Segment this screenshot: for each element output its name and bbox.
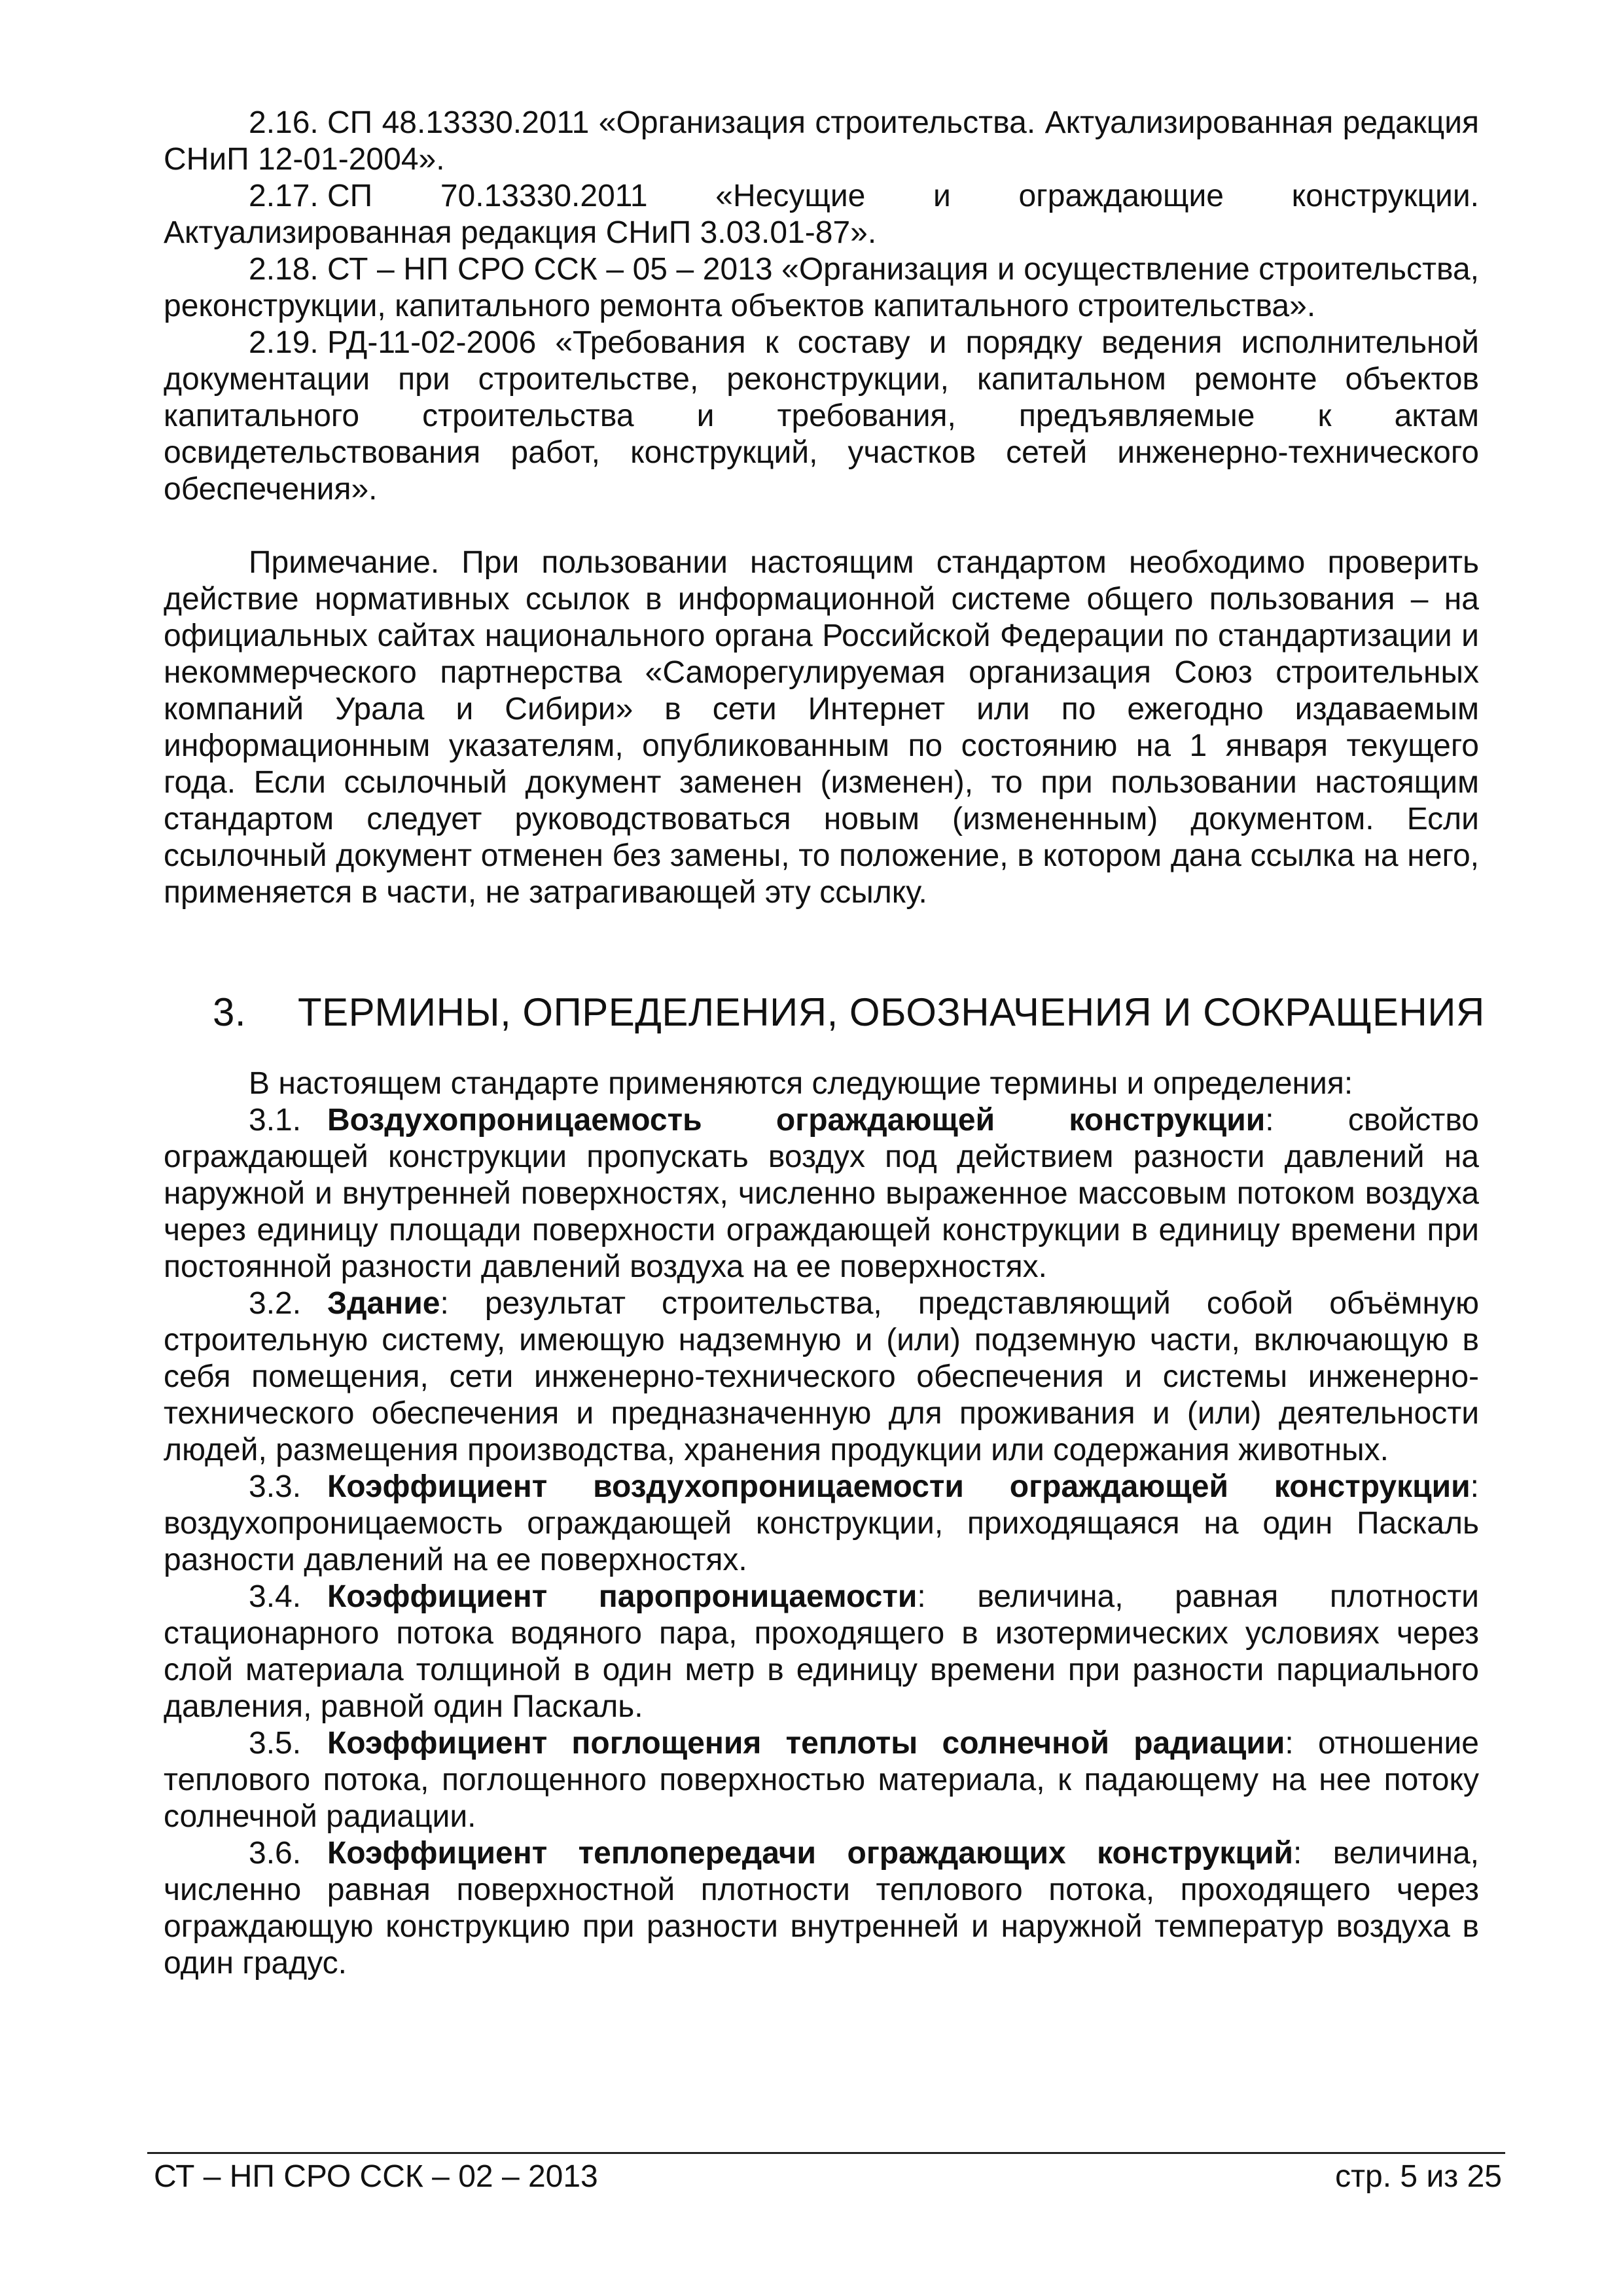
reference-2-16 xyxy=(164,105,1479,178)
page-content xyxy=(164,105,1485,1982)
reference-2-18 xyxy=(164,251,1479,325)
reference-number: 2.17. xyxy=(249,179,319,213)
term-definition: : величина, равная плотности стационарного потока водяного пара, проходящего в изотермических условиях через слой материала толщиной в один метр в единицу времени при разности парциального давления, равной один Паскаль. xyxy=(164,1579,1479,1724)
term-number: 3.2. xyxy=(249,1286,302,1321)
footer-page-number: стр. 5 из 25 xyxy=(1335,2159,1502,2194)
term-3-1 xyxy=(164,1102,1479,1285)
reference-number: 2.16. xyxy=(249,105,319,140)
reference-text: СТ – НП СРО ССК – 05 – 2013 «Организация и осуществление строительства, реконструкции, капитального ремонта объектов капитального строительства». xyxy=(164,252,1479,323)
reference-2-17 xyxy=(164,178,1479,251)
term-definition: : величина, численно равная поверхностной плотности теплового потока, проходящего через ограждающую конструкцию при разности внутренней и наружной температур воздуха в один градус. xyxy=(164,1836,1479,1981)
term-definition: : результат строительства, представляющий собой объёмную строительную систему, имеющую надземную и (или) подземную части, включающую в себя помещения, сети инженерно-технического обеспечения и системы инженерно-технического обеспечения и предназначенную для проживания и (или) деятельности людей, размещения производства, хранения продукции или содержания животных. xyxy=(164,1286,1479,1467)
reference-text: СП 48.13330.2011 «Организация строительства. Актуализированная редакция СНиП 12-01-2004». xyxy=(164,105,1479,177)
reference-2-19 xyxy=(164,325,1479,508)
reference-text: РД-11-02-2006 «Требования к составу и порядку ведения исполнительной документации при строительстве, реконструкции, капитальном ремонте объектов капитального строительства и требования, предъявляемые к актам освидетельствования работ, конструкций, участков сетей инженерно-технического обеспечения». xyxy=(164,325,1479,507)
term-definition: : отношение теплового потока, поглощенного поверхностью материала, к падающему на нее потоку солнечной радиации. xyxy=(164,1726,1479,1834)
section-number: 3. xyxy=(213,990,247,1034)
note-paragraph: Примечание. При пользовании настоящим стандартом необходимо проверить действие нормативных ссылок в информационной системе общего пользования – на официальных сайтах национального органа Российской Федерации по стандартизации и некоммерческого партнерства «Саморегулируемая организация Союз строительных компаний Урала и Сибири» в сети Интернет или по ежегодно издаваемым информационным указателям, опубликованным по состоянию на 1 января текущего года. Если ссылочный документ заменен (изменен), то при пользовании настоящим стандартом следует руководствоваться новым (измененным) документом. Если ссылочный документ отменен без замены, то положение, в котором дана ссылка на него, применяется в части, не затрагивающей эту ссылку. xyxy=(164,545,1479,910)
term-number: 3.3. xyxy=(249,1469,302,1504)
term-name: Коэффициент паропроницаемости xyxy=(327,1579,918,1614)
term-number: 3.5. xyxy=(249,1726,302,1761)
section-intro: В настоящем стандарте применяются следующие термины и определения: xyxy=(249,1066,1353,1101)
reference-number: 2.19. xyxy=(249,325,319,360)
term-name: Воздухопроницаемость ограждающей конструкции xyxy=(327,1103,1266,1138)
footer-doc-code: СТ – НП СРО ССК – 02 – 2013 xyxy=(154,2159,598,2194)
term-3-3 xyxy=(164,1469,1479,1579)
section-heading xyxy=(164,990,1485,1035)
reference-text: СП 70.13330.2011 «Несущие и ограждающие конструкции. Актуализированная редакция СНиП 3.03.01-87». xyxy=(164,179,1479,250)
term-definition: : воздухопроницаемость ограждающей конструкции, приходящаяся на один Паскаль разности давлений на ее поверхностях. xyxy=(164,1469,1479,1577)
term-3-2 xyxy=(164,1285,1479,1469)
term-number: 3.1. xyxy=(249,1103,302,1138)
term-name: Коэффициент поглощения теплоты солнечной радиации xyxy=(327,1726,1285,1761)
term-3-5 xyxy=(164,1725,1479,1835)
term-name: Коэффициент теплопередачи ограждающих конструкций xyxy=(327,1836,1293,1871)
term-number: 3.6. xyxy=(249,1836,302,1871)
term-definition: : свойство ограждающей конструкции пропускать воздух под действием разности давлений на наружной и внутренней поверхностях, численно выраженное массовым потоком воздуха через единицу площади поверхности ограждающей конструкции в единицу времени при постоянной разности давлений воздуха на ее поверхностях. xyxy=(164,1103,1479,1284)
term-name: Коэффициент воздухопроницаемости ограждающей конструкции xyxy=(327,1469,1471,1504)
term-3-4 xyxy=(164,1579,1479,1725)
term-number: 3.4. xyxy=(249,1579,302,1614)
reference-number: 2.18. xyxy=(249,252,319,287)
term-name: Здание xyxy=(327,1286,440,1321)
footer-divider xyxy=(147,2152,1505,2154)
section-title: ТЕРМИНЫ, ОПРЕДЕЛЕНИЯ, ОБОЗНАЧЕНИЯ И СОКРАЩЕНИЯ xyxy=(298,990,1485,1034)
term-3-6 xyxy=(164,1835,1479,1982)
